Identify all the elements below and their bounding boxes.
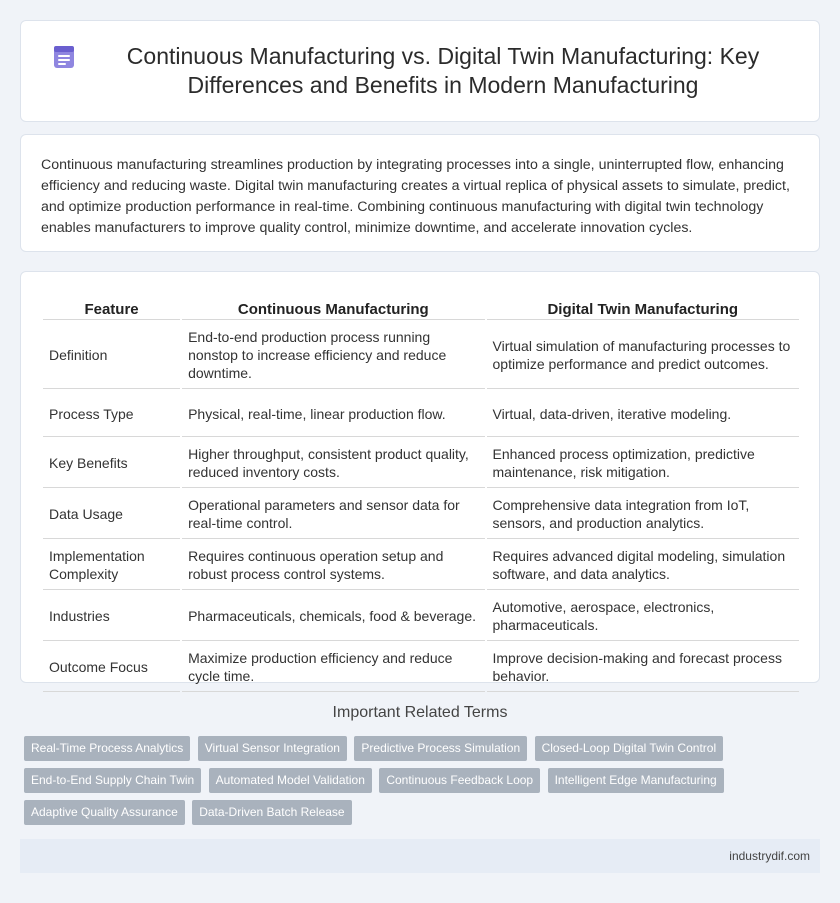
related-term-tag[interactable]: Continuous Feedback Loop xyxy=(379,768,540,793)
header-feature: Feature xyxy=(43,294,180,320)
table-row xyxy=(43,490,799,539)
table-row xyxy=(43,643,799,692)
continuous-cell: Requires continuous operation setup and robust process control systems. xyxy=(182,541,484,590)
continuous-cell: Higher throughput, consistent product quality, reduced inventory costs. xyxy=(182,439,484,488)
related-term-tag[interactable]: Predictive Process Simulation xyxy=(354,736,527,761)
continuous-cell: Physical, real-time, linear production flow. xyxy=(182,391,484,437)
feature-cell: Outcome Focus xyxy=(43,643,180,692)
table-card xyxy=(20,271,820,683)
digital-twin-cell: Enhanced process optimization, predictive maintenance, risk mitigation. xyxy=(487,439,800,488)
related-term-tag[interactable]: Intelligent Edge Manufacturing xyxy=(548,768,724,793)
footer xyxy=(20,839,820,873)
digital-twin-cell: Virtual simulation of manufacturing processes to optimize performance and predict outcomes. xyxy=(487,322,800,389)
digital-twin-cell: Requires advanced digital modeling, simulation software, and data analytics. xyxy=(487,541,800,590)
table-row xyxy=(43,391,799,437)
page-title: Continuous Manufacturing vs. Digital Twin Manufacturing: Key Differences and Benefits in Modern Manufacturing xyxy=(126,43,760,98)
table-row xyxy=(43,322,799,389)
related-term-tag[interactable]: Virtual Sensor Integration xyxy=(198,736,347,761)
feature-cell: Process Type xyxy=(43,391,180,437)
comparison-table xyxy=(41,292,801,694)
feature-cell: Definition xyxy=(43,322,180,389)
feature-cell: Key Benefits xyxy=(43,439,180,488)
table-row xyxy=(43,592,799,641)
related-terms-list xyxy=(24,736,824,832)
intro-text: Continuous manufacturing streamlines production by integrating processes into a single, uninterrupted flow, enhancing efficiency and reducing waste. Digital twin manufacturing creates a virtual replica of physical assets to simulate, predict, and optimize production performance in real-time. Combining continuous manufacturing with digital twin technology enables manufacturers to improve quality control, minimize downtime, and accelerate innovation cycles. xyxy=(41,157,790,236)
digital-twin-cell: Improve decision-making and forecast process behavior. xyxy=(487,643,800,692)
related-term-tag[interactable]: Real-Time Process Analytics xyxy=(24,736,190,761)
related-term-tag[interactable]: Data-Driven Batch Release xyxy=(192,800,351,825)
document-icon xyxy=(51,44,77,70)
related-term-tag[interactable]: Adaptive Quality Assurance xyxy=(24,800,185,825)
header-digital-twin: Digital Twin Manufacturing xyxy=(487,294,800,320)
continuous-cell: End-to-end production process running nonstop to increase efficiency and reduce downtime. xyxy=(182,322,484,389)
digital-twin-cell: Comprehensive data integration from IoT, sensors, and production analytics. xyxy=(487,490,800,539)
feature-cell: Implementation Complexity xyxy=(43,541,180,590)
title-card xyxy=(20,20,820,122)
table-row xyxy=(43,439,799,488)
header-continuous: Continuous Manufacturing xyxy=(182,294,484,320)
digital-twin-cell: Virtual, data-driven, iterative modeling. xyxy=(487,391,800,437)
table-header-row xyxy=(43,294,799,320)
feature-cell: Industries xyxy=(43,592,180,641)
digital-twin-cell: Automotive, aerospace, electronics, pharmaceuticals. xyxy=(487,592,800,641)
related-term-tag[interactable]: Closed-Loop Digital Twin Control xyxy=(535,736,724,761)
feature-cell: Data Usage xyxy=(43,490,180,539)
footer-site-link[interactable]: industrydif.com xyxy=(729,849,810,863)
related-term-tag[interactable]: End-to-End Supply Chain Twin xyxy=(24,768,201,793)
related-term-tag[interactable]: Automated Model Validation xyxy=(209,768,372,793)
intro-card xyxy=(20,134,820,252)
table-row xyxy=(43,541,799,590)
continuous-cell: Operational parameters and sensor data for real-time control. xyxy=(182,490,484,539)
title-wrap xyxy=(51,42,789,100)
continuous-cell: Maximize production efficiency and reduce cycle time. xyxy=(182,643,484,692)
continuous-cell: Pharmaceuticals, chemicals, food & beverage. xyxy=(182,592,484,641)
related-terms-title: Important Related Terms xyxy=(332,704,508,721)
